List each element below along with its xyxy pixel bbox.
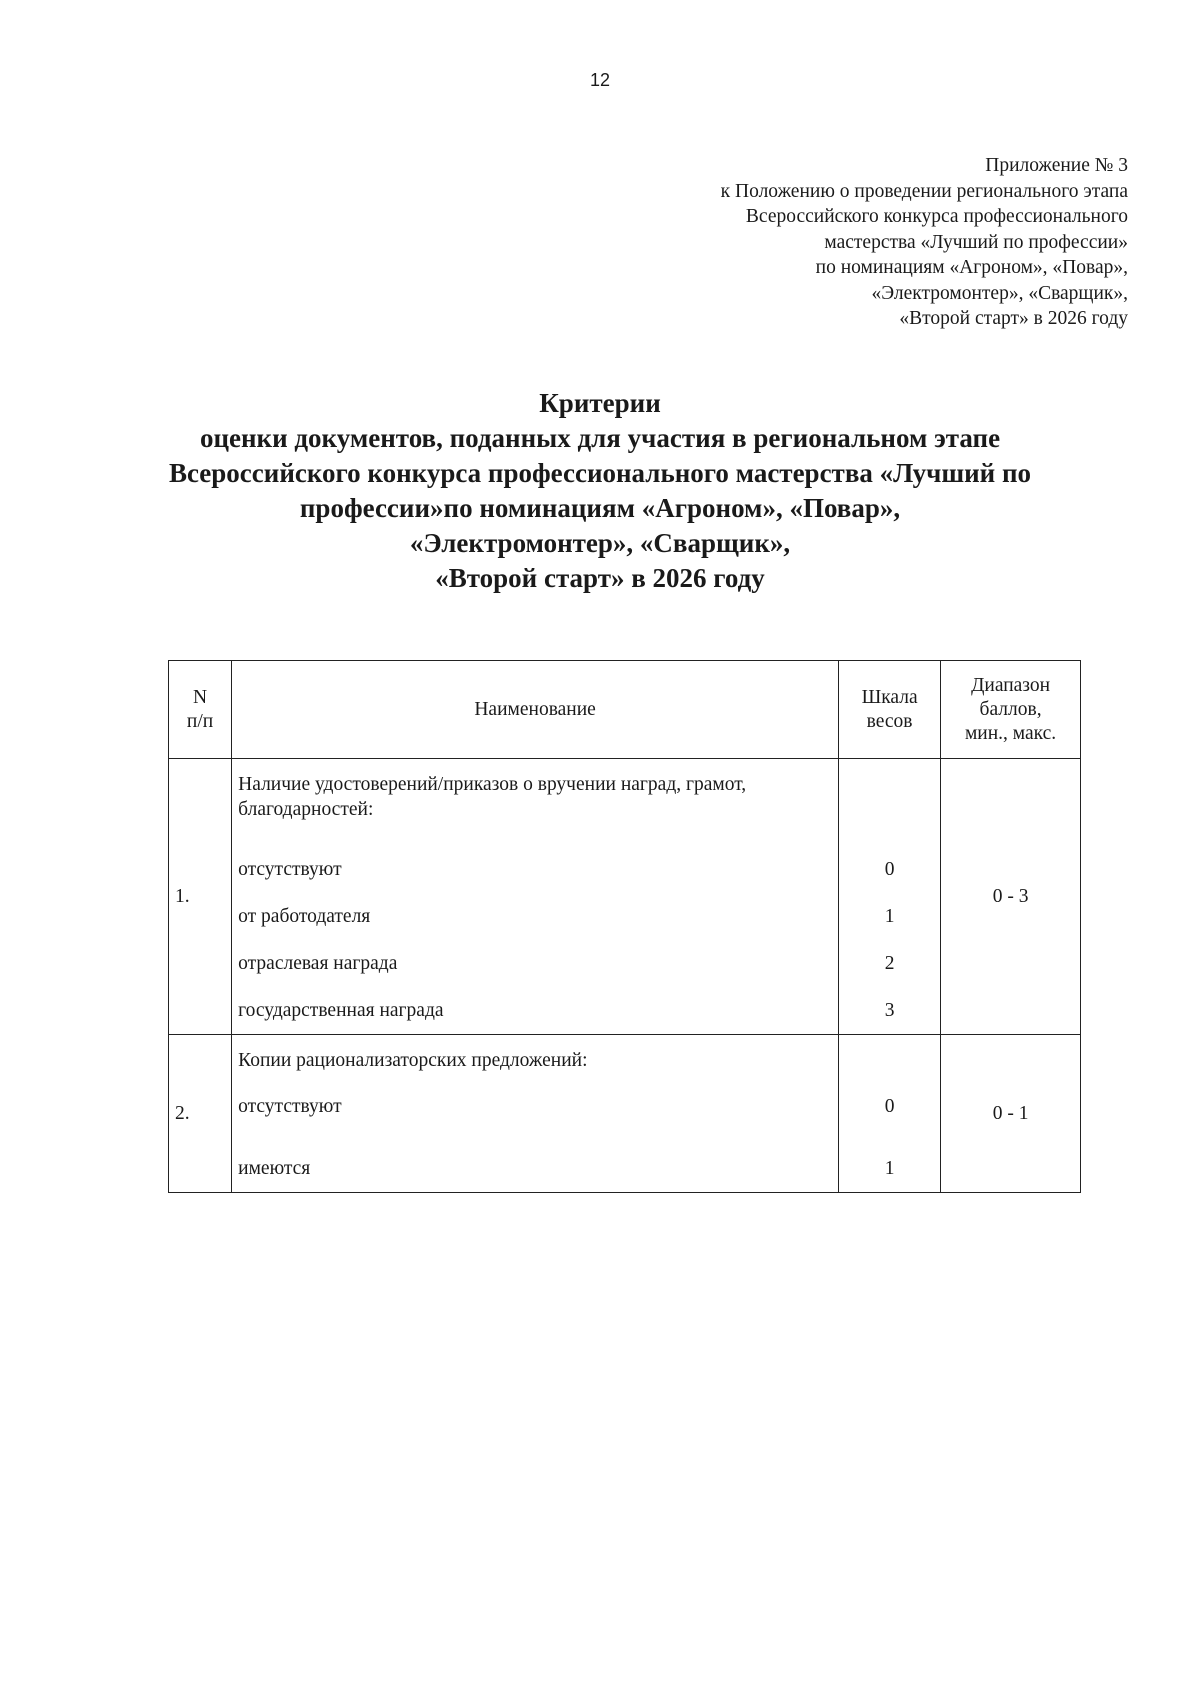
header-range: [941, 661, 1081, 759]
title-line: оценки документов, поданных для участия в региональном этапе: [199, 423, 1001, 453]
row-heading-line: Наличие удостоверений/приказов о вручении наград, грамот,: [238, 774, 747, 795]
header-range-line: баллов,: [979, 698, 1042, 720]
header-number: [169, 661, 232, 759]
row-heading: Копии рационализаторских предложений:: [238, 1050, 588, 1071]
row-heading-line: благодарностей:: [238, 799, 374, 820]
header-scale: [839, 661, 941, 759]
criterion-weight: 1: [884, 906, 895, 927]
criterion-item: имеются: [238, 1158, 311, 1179]
appendix-line: Приложение № 3: [985, 155, 1128, 176]
appendix-reference: [568, 153, 1128, 332]
row-range: 0 - 3: [941, 759, 1081, 1035]
title-line: «Второй старт» в 2026 году: [435, 563, 765, 593]
row-range: 0 - 1: [941, 1035, 1081, 1193]
table-row: [169, 759, 1081, 1035]
page-number: 12: [589, 70, 611, 90]
header-range-line: Диапазон: [971, 674, 1051, 696]
appendix-line: к Положению о проведении регионального этапа: [720, 180, 1128, 202]
table-row: [169, 1035, 1081, 1193]
appendix-line: «Второй старт» в 2026 году: [899, 308, 1128, 329]
criterion-weight: 3: [884, 1000, 895, 1021]
header-number-line: п/п: [186, 710, 214, 732]
row-number: 1.: [169, 759, 232, 1035]
criterion-weight: 0: [884, 1096, 895, 1117]
row-number: 2.: [169, 1035, 232, 1193]
title-line: Всероссийского конкурса профессионального мастерства «Лучший по: [168, 458, 1032, 488]
header-scale-line: весов: [866, 710, 913, 732]
header-scale-line: Шкала: [861, 686, 918, 708]
criterion-item: отсутствуют: [238, 859, 342, 880]
appendix-line: «Электромонтер», «Сварщик»,: [871, 282, 1128, 304]
criterion-weight: 1: [884, 1158, 895, 1179]
criterion-weight: 2: [884, 953, 895, 974]
title-line: «Электромонтер», «Сварщик»,: [409, 528, 791, 558]
criterion-item: государственная награда: [238, 1000, 444, 1021]
criterion-item: от работодателя: [238, 906, 371, 927]
header-number-line: N: [193, 686, 208, 708]
header-name: Наименование: [232, 661, 839, 759]
title-line: профессии»по номинациям «Агроном», «Повар»,: [299, 493, 901, 523]
appendix-line: мастерства «Лучший по профессии»: [824, 231, 1128, 253]
criterion-weight: 0: [884, 859, 895, 880]
header-range-line: мин., макс.: [964, 722, 1057, 744]
criteria-table: [168, 660, 1081, 1193]
row-heading: [232, 759, 838, 832]
appendix-line: Всероссийского конкурса профессионального: [745, 206, 1128, 227]
criterion-item: отраслевая награда: [238, 953, 398, 974]
row-scale: [839, 1035, 941, 1193]
document-title: [120, 386, 1080, 596]
appendix-line: по номинациям «Агроном», «Повар»,: [815, 257, 1128, 278]
table-header-row: [169, 661, 1081, 759]
title-line: Критерии: [539, 388, 661, 418]
row-name: [232, 759, 839, 1035]
row-scale: [839, 759, 941, 1035]
criterion-item: отсутствуют: [238, 1096, 342, 1117]
row-name: [232, 1035, 839, 1193]
